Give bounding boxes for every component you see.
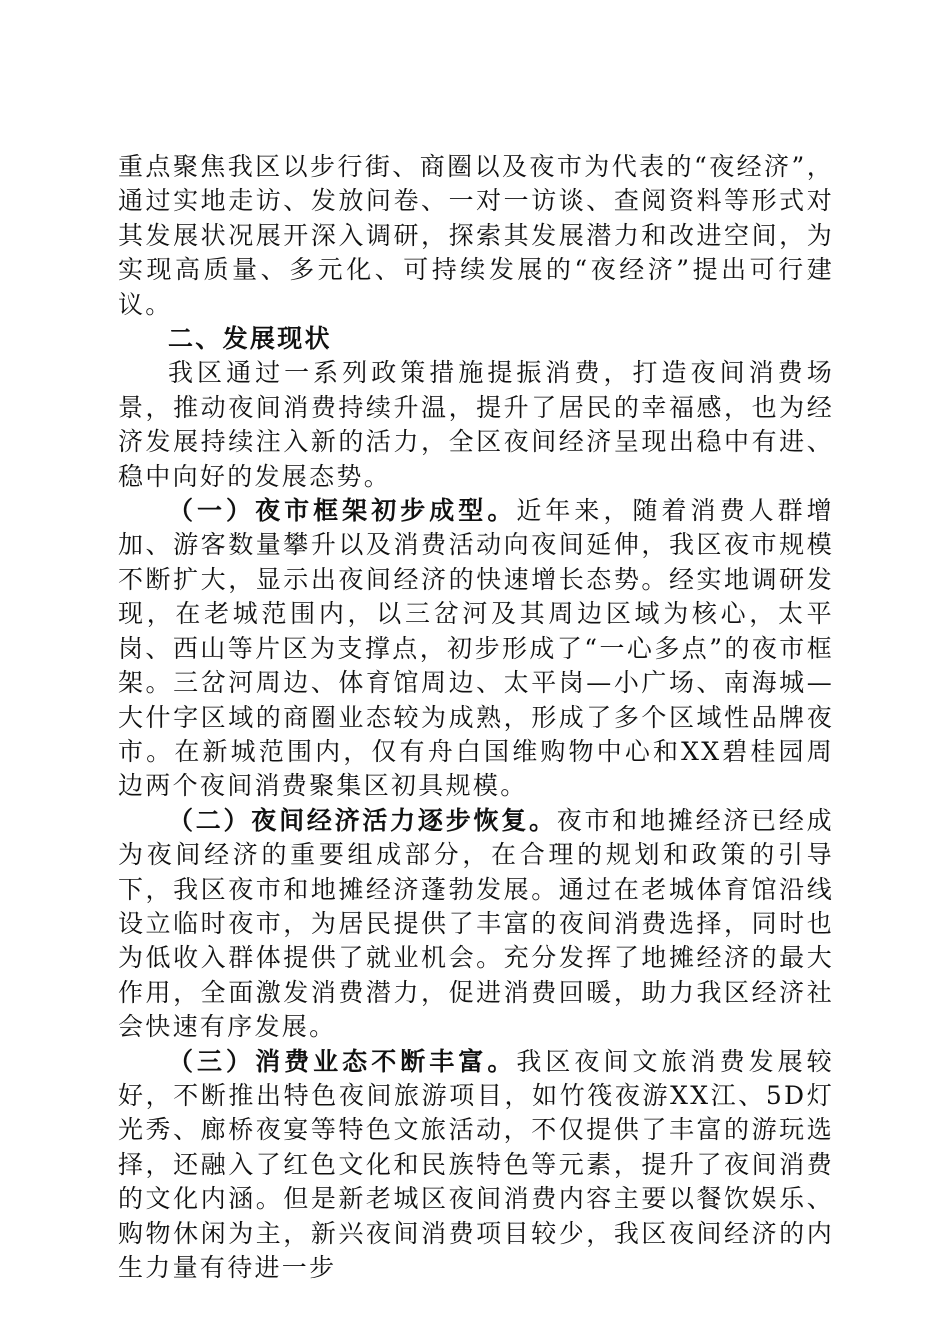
overview-text: 我区通过一系列政策措施提振消费，打造夜间消费场景，推动夜间消费持续升温，提升了居民的幸福感，也为经济发展持续注入新的活力，全区夜间经济呈现出稳中有进、稳中向好的发展态势。 [118,358,834,491]
subsection-2-paragraph [118,804,834,1045]
subsection-1-paragraph [118,494,834,804]
subsection-1-lead: （一）夜市框架初步成型。 [168,496,517,526]
subsection-1-text: 近年来，随着消费人群增加、游客数量攀升以及消费活动向夜间延伸，我区夜市规模不断扩大，显示出夜间经济的快速增长态势。经实地调研发现，在老城范围内，以三岔河及其周边区域为核心，太平岗、西山等片区为支撑点，初步形成了“一心多点”的夜市框架。三岔河周边、体育馆周边、太平岗—小广场、南海城—大什字区域的商圈业态较为成熟，形成了多个区域性品牌夜市。在新城范围内，仅有舟白国维购物中心和XX碧桂园周边两个夜间消费聚集区初具规模。 [118,496,834,801]
intro-paragraph [118,150,834,322]
document-page [118,150,834,1285]
intro-text: 重点聚焦我区以步行街、商圈以及夜市为代表的“夜经济”，通过实地走访、发放问卷、一对一访谈、查阅资料等形式对其发展状况展开深入调研，探索其发展潜力和改进空间，为实现高质量、多元化、可持续发展的“夜经济”提出可行建议。 [118,152,834,319]
subsection-3-paragraph [118,1045,834,1286]
subsection-3-lead: （三）消费业态不断丰富。 [168,1046,517,1076]
overview-paragraph [118,356,834,494]
subsection-3-text: 我区夜间文旅消费发展较好，不断推出特色夜间旅游项目，如竹筏夜游XX江、5D灯光秀、廊桥夜宴等特色文旅活动，不仅提供了丰富的游玩选择，还融入了红色文化和民族特色等元素，提升了夜间消费的文化内涵。但是新老城区夜间消费内容主要以餐饮娱乐、购物休闲为主，新兴夜间消费项目较少，我区夜间经济的内生力量有待进一步 [118,1046,834,1282]
section-heading: 二、发展现状 [168,324,332,354]
subsection-2-lead: （二）夜间经济活力逐步恢复。 [168,805,557,835]
subsection-2-text: 夜市和地摊经济已经成为夜间经济的重要组成部分，在合理的规划和政策的引导下，我区夜市和地摊经济蓬勃发展。通过在老城体育馆沿线设立临时夜市，为居民提供了丰富的夜间消费选择，同时也为低收入群体提供了就业机会。充分发挥了地摊经济的最大作用，全面激发消费潜力，促进消费回暖，助力我区经济社会快速有序发展。 [118,805,834,1042]
